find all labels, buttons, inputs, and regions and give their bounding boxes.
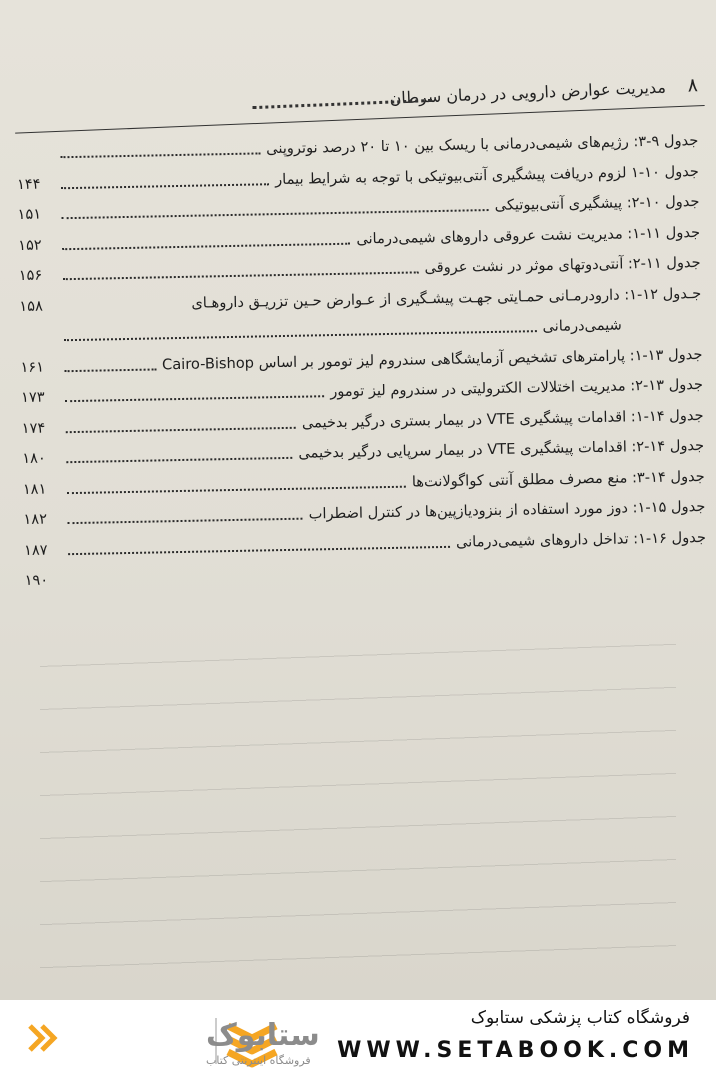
toc-entry-title: جدول ۱۴-۳: منع مصرف مطلق آنتی کواگولانت‌ها	[411, 467, 705, 491]
toc-entry-title: جدول ۹-۳: رژیم‌های شیمی‌درمانی با ریسک بین ۱۰ تا ۲۰ درصد نوتروپنی	[266, 131, 699, 158]
toc-dot-leader	[65, 395, 324, 402]
toc-entry-page: ۱۴۴	[16, 175, 41, 193]
toc-dot-leader	[66, 457, 292, 463]
toc-entry-page: ۱۸۲	[23, 510, 48, 529]
logo-wordmark: ستابوک	[206, 1018, 320, 1053]
store-name: فروشگاه کتاب پزشکی ستابوک	[470, 1008, 690, 1028]
toc-entry-page: ۱۵۶	[18, 266, 43, 285]
toc-entry-title: جدول ۱۵-۱: دوز مورد استفاده از بنزودیازپین‌ها در کنترل اضطراب	[308, 497, 706, 523]
toc-dot-leader	[68, 545, 450, 554]
setabook-logo	[22, 1012, 320, 1068]
toc-entry-title: جدول ۱۰-۲: پیشگیری آنتی‌بیوتیکی	[494, 192, 700, 214]
toc-entry-page: ۱۵۲	[17, 236, 42, 254]
toc-entry-title: جدول ۱۴-۲: اقدامات پیشگیری VTE در بیمار سرپایی درگیر بدخیمی	[298, 436, 705, 462]
store-banner	[0, 1000, 716, 1079]
toc-entry-title: جدول ۱۱-۱: مدیریت نشت عروقی داروهای شیمی‌درمانی	[356, 223, 701, 248]
toc-entry-page: ۱۵۸	[19, 297, 44, 315]
toc-dot-leader	[67, 485, 406, 494]
toc-entry-page: ۱۸۰	[22, 449, 46, 468]
toc-entry-page: ۱۵۱	[17, 205, 42, 224]
toc-entry-page: ۱۸۷	[23, 541, 48, 559]
toc-entry-page: ۱۷۳	[20, 388, 45, 407]
toc-dot-leader	[61, 183, 269, 189]
toc-dot-leader	[62, 242, 350, 250]
toc-dot-leader	[64, 330, 537, 341]
toc-dot-leader	[65, 368, 157, 372]
toc-entry-title: جـدول ۱۲-۱: دارودرمـانی حمـایتی جهـت پیشـگیری از عـوارض حـین تزریـق داروهـای	[191, 284, 702, 312]
toc-entry-title: جدول ۱۳-۱: پارامترهای تشخیص آزمایشگاهی سندروم لیز تومور بر اساس Cairo-Bishop	[161, 345, 703, 373]
chevron-icon	[30, 1026, 54, 1050]
toc-entry-title: جدول ۱۰-۱ لزوم دریافت پیشگیری آنتی‌بیوتیکی با توجه به شرایط بیمار	[274, 162, 700, 188]
table-of-contents	[10, 126, 707, 597]
book-title: مدیریت عوارض دارویی در درمان سرطان	[389, 77, 667, 108]
store-url[interactable]: WWW.SETABOOK.COM	[337, 1038, 694, 1063]
logo-tagline: فروشگاه اینترنتی کتاب	[206, 1054, 311, 1067]
toc-entry-page: ۱۸۱	[22, 480, 47, 498]
toc-entry-title: جدول ۱۴-۱: اقدامات پیشگیری VTE در بیمار بستری درگیر بدخیمی	[301, 406, 704, 432]
page-number: ۸	[687, 74, 699, 97]
toc-dot-leader	[67, 518, 302, 525]
toc-entry-page: ۱۷۴	[21, 419, 46, 437]
toc-dot-leader	[66, 426, 296, 432]
toc-entry-title: شیمی‌درمانی	[542, 316, 622, 336]
show-through-text	[40, 640, 676, 970]
toc-entry-page: ۱۶۱	[20, 358, 45, 376]
toc-entry-page: ۱۹۰	[24, 571, 49, 590]
toc-dot-leader	[63, 271, 419, 280]
toc-entry-title: جدول ۱۶-۱: تداخل داروهای شیمی‌درمانی	[455, 528, 707, 551]
toc-entry-title: جدول ۱۱-۲: آنتی‌دوتهای موثر در نشت عروقی	[424, 253, 701, 277]
toc-entry-title: جدول ۱۳-۲: مدیریت اختلالات الکترولیتی در سندروم لیز تومور	[330, 375, 704, 401]
toc-dot-leader	[62, 209, 489, 219]
toc-dot-leader	[60, 152, 260, 158]
